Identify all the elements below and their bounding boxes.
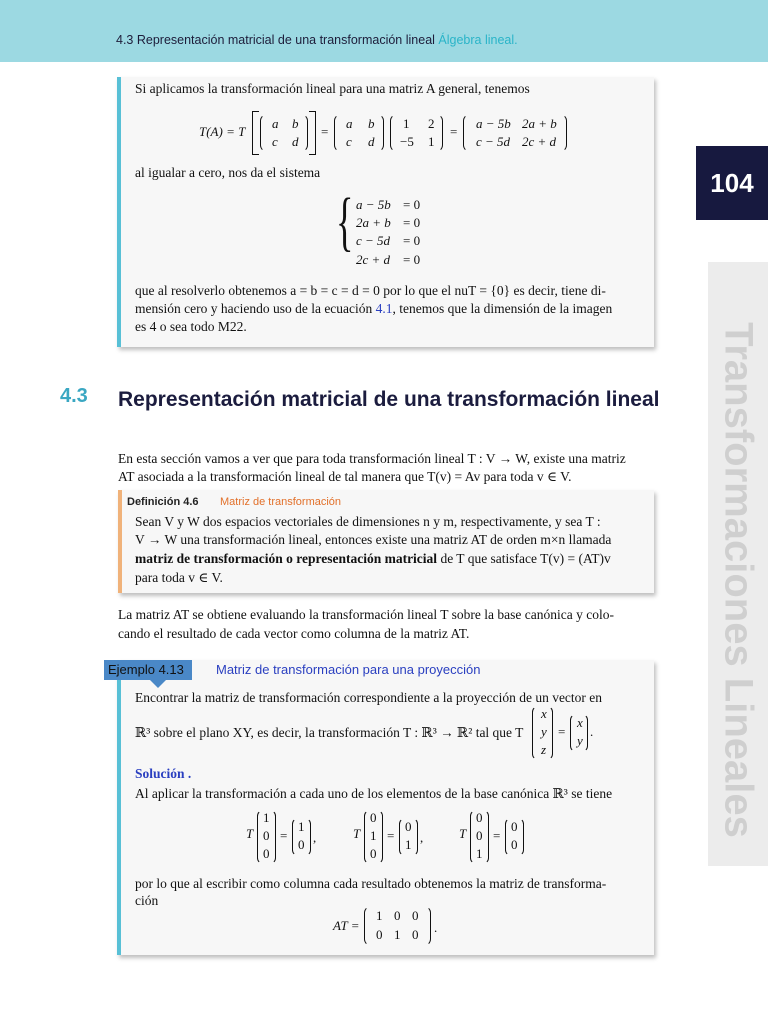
running-header: [116, 33, 518, 47]
definition-line-3-rest: de T que satisface T(v) = (AT)v: [437, 551, 611, 566]
equals: =: [493, 828, 501, 843]
solution-line: Al aplicar la transformación a cada uno de los elementos de la base canónica ℝ³ se tiene: [135, 786, 613, 801]
m4-12: 2a + b: [522, 116, 557, 131]
e1-2: 0: [263, 828, 270, 843]
vec-in-z: z: [541, 742, 547, 757]
paren: [570, 714, 576, 752]
m2-c: c: [346, 134, 352, 149]
e3-out-2: 0: [511, 837, 518, 852]
box1-intro: Si aplicamos la transformación lineal para una matriz A general, tenemos: [135, 81, 530, 96]
definition-title: Matriz de transformación: [220, 496, 342, 508]
t-3: T: [459, 826, 467, 841]
at-12: 0: [394, 908, 401, 923]
example-tag: Ejemplo 4.13: [104, 660, 192, 680]
t-2: T: [353, 826, 361, 841]
conclusion-2a: mensión cero y haciendo uso de la ecuación: [135, 301, 376, 316]
at-label: AT =: [333, 918, 360, 933]
e2-out-1: 0: [405, 819, 412, 834]
period: .: [590, 724, 594, 739]
at-22: 1: [394, 927, 401, 942]
m1-d: d: [292, 134, 299, 149]
example-tag-tail: [150, 680, 166, 688]
after-def-line-1: La matriz AT se obtiene evaluando la transformación lineal T sobre la base canónica y colo-: [118, 607, 614, 622]
equals: =: [450, 124, 458, 139]
paren: [301, 114, 308, 152]
equals: =: [558, 724, 566, 739]
vec-in-y: y: [541, 724, 547, 739]
equals: =: [387, 828, 395, 843]
m4-11: a − 5b: [476, 116, 511, 131]
at-23: 0: [412, 927, 419, 942]
e2-1: 0: [370, 810, 377, 825]
e2-out-2: 1: [405, 837, 412, 852]
definition-line-4: para toda v ∈ V.: [135, 570, 223, 585]
paren: [582, 714, 588, 752]
definition-label: Definición 4.6: [127, 496, 199, 508]
vec-in-x: x: [541, 706, 547, 721]
sys-4-rhs: = 0: [403, 252, 421, 267]
paren: [532, 706, 538, 760]
e2-2: 1: [370, 828, 377, 843]
box1-conclusion-2: [135, 300, 612, 318]
paren: [270, 810, 276, 864]
paren: [560, 114, 567, 152]
box-accent-bar: [117, 77, 121, 347]
t-1: T: [246, 826, 254, 841]
m2-a: a: [346, 116, 353, 131]
e3-3: 1: [476, 846, 483, 861]
final-line-1: por lo que al escribir como columna cada resultado obtenemos la matriz de transforma-: [135, 876, 607, 891]
example-line-1: Encontrar la matriz de transformación correspondiente a la proyección de un vector en: [135, 690, 603, 705]
m3-21: −5: [400, 134, 414, 149]
m2-b: b: [368, 116, 375, 131]
paren: [390, 114, 397, 152]
paren: [305, 818, 311, 856]
m3-12: 2: [428, 116, 435, 131]
e3-2: 0: [476, 828, 483, 843]
sys-4-lhs: 2c + d: [356, 252, 391, 267]
header-book-link[interactable]: Álgebra lineal.: [438, 33, 518, 47]
at-13: 0: [412, 908, 419, 923]
sys-2-rhs: = 0: [403, 215, 421, 230]
sys-3-lhs: c − 5d: [356, 233, 391, 248]
e2-3: 0: [370, 846, 377, 861]
example-line-2: ℝ³ sobre el plano XY, es decir, la transformación T : ℝ³ → ℝ² tal que T: [135, 725, 524, 740]
bracket-right: [309, 111, 316, 155]
paren: [377, 810, 383, 864]
section-intro-2: AT asociada a la transformación lineal de tal manera que T(v) = Av para toda v ∈ V.: [118, 469, 572, 484]
paren: [424, 906, 431, 946]
paren: [518, 818, 524, 856]
side-chapter-title: Transformaciones Lineales: [716, 322, 761, 838]
e1-out-2: 0: [298, 837, 305, 852]
comma: ,: [420, 830, 424, 845]
paren: [364, 906, 371, 946]
header-band: [0, 0, 768, 62]
at-11: 1: [376, 908, 383, 923]
header-section: 4.3 Representación matricial de una transformación lineal: [116, 33, 435, 47]
section-intro-1: En esta sección vamos a ver que para toda transformación lineal T : V → W, existe una matriz: [118, 451, 626, 466]
paren: [412, 818, 418, 856]
section-number: 4.3: [60, 385, 88, 407]
sys-1-rhs: = 0: [403, 197, 421, 212]
m3-11: 1: [403, 116, 410, 131]
paren: [463, 114, 470, 152]
sys-1-lhs: a − 5b: [356, 197, 391, 212]
after-def-line-2: cando el resultado de cada vector como columna de la matriz AT.: [118, 626, 470, 641]
paren: [436, 114, 443, 152]
vec-out-x: x: [577, 715, 583, 730]
paren: [483, 810, 489, 864]
sys-2-lhs: 2a + b: [356, 215, 391, 230]
page-number: 104: [696, 146, 768, 220]
example-title: Matriz de transformación para una proyección: [216, 662, 481, 677]
equation-ref-link[interactable]: 4.1: [375, 301, 393, 316]
definition-line-2: V → W una transformación lineal, entonces existe una matriz AT de orden m×n llamada: [135, 532, 612, 547]
paren: [260, 114, 267, 152]
definition-accent-bar: [118, 490, 122, 593]
example-accent-bar: [117, 660, 121, 955]
definition-term: matriz de transformación o representación matricial: [135, 551, 438, 566]
paren: [547, 706, 553, 760]
box1-zero-text: al igualar a cero, nos da el sistema: [135, 165, 321, 180]
e3-1: 0: [476, 810, 483, 825]
comma: ,: [313, 830, 317, 845]
m2-d: d: [368, 134, 375, 149]
m3-22: 1: [428, 134, 435, 149]
period: .: [434, 920, 438, 935]
system-brace: {: [336, 185, 354, 258]
paren: [334, 114, 341, 152]
eq-lhs: T(A) = T: [199, 124, 246, 139]
box1-conclusion-1: que al resolverlo obtenemos a = b = c = d = 0 por lo que el nuT = {0} es decir, tiene di-: [135, 283, 606, 298]
m4-21: c − 5d: [476, 134, 511, 149]
m1-b: b: [292, 116, 299, 131]
m4-22: 2c + d: [522, 134, 557, 149]
e3-out-1: 0: [511, 819, 518, 834]
e1-1: 1: [263, 810, 270, 825]
section-title: Representación matricial de una transformación lineal: [118, 388, 660, 411]
m1-a: a: [272, 116, 279, 131]
sys-3-rhs: = 0: [403, 233, 421, 248]
conclusion-2b: , tenemos que la dimensión de la imagen: [392, 301, 613, 316]
m1-c: c: [272, 134, 278, 149]
equals: =: [280, 828, 288, 843]
at-21: 0: [376, 927, 383, 942]
e1-out-1: 1: [298, 819, 305, 834]
solution-label: Solución .: [135, 766, 192, 781]
equals: =: [321, 124, 329, 139]
definition-line-3: [135, 550, 611, 568]
final-line-2: ción: [135, 893, 159, 908]
vec-out-y: y: [577, 733, 583, 748]
e1-3: 0: [263, 846, 270, 861]
box1-conclusion-3: es 4 o sea todo M22.: [135, 319, 247, 334]
paren: [377, 114, 384, 152]
definition-line-1: Sean V y W dos espacios vectoriales de dimensiones n y m, respectivamente, y sea T :: [135, 514, 601, 529]
bracket-left: [252, 111, 259, 155]
